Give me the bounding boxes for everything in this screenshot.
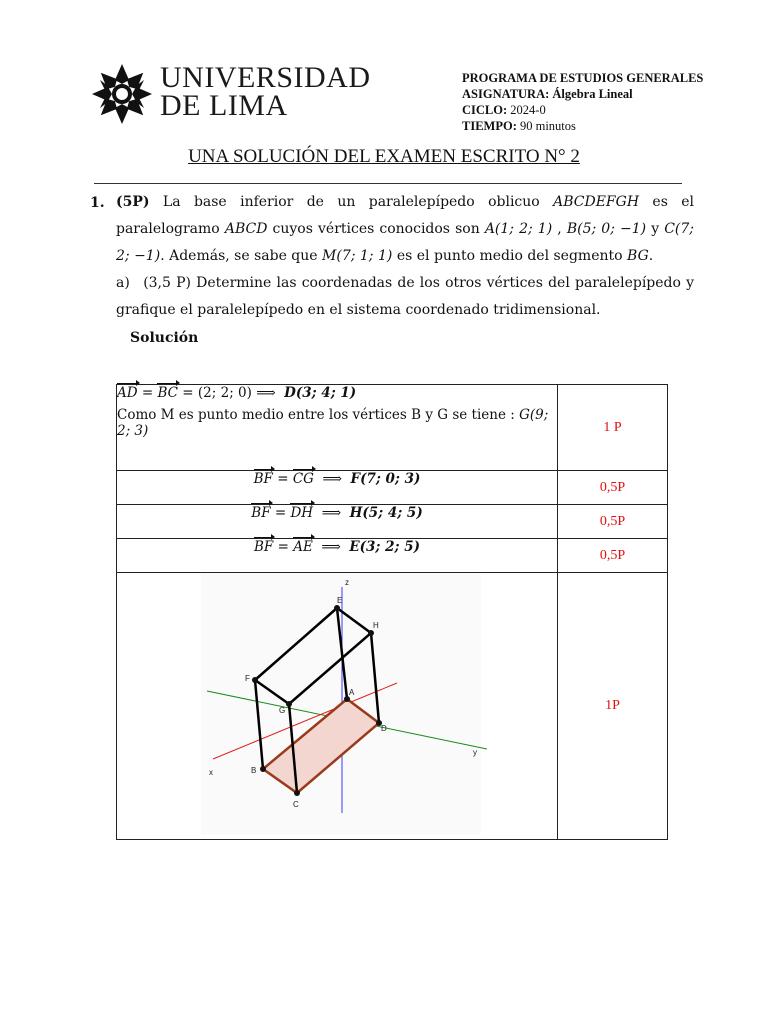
axis-label-z: z	[345, 578, 349, 587]
problem-number: 1.	[90, 195, 105, 211]
axis-label-x: x	[209, 768, 213, 777]
vertex-label-d: D	[381, 724, 387, 733]
cycle-value: 2024-0	[510, 103, 546, 117]
part-a: a) (3,5 P) Determine las coordenadas de los otros vértices del paralelepípedo y grafique el paralelepípedo en el sistema coordenado tridimensional.	[116, 275, 695, 318]
step-f: BF = CG ⟹ F(7; 0; 3)	[117, 471, 558, 505]
table-row	[117, 505, 668, 539]
table-row	[117, 385, 668, 471]
points-cell: 0,5P	[558, 539, 668, 573]
solution-label: Solución	[130, 330, 199, 346]
table-row	[117, 573, 668, 840]
problem-statement: (5P) La base inferior de un paralelepípedo oblicuo ABCDEFGH es el paralelogramo ABCD cuyos vértices conocidos son A(1; 2; 1) , B(5; 0; −1) y C(7; 2; −1). Además, se sabe que M(7; 1; 1) es el punto medio del segmento BG.	[116, 194, 695, 264]
step-g: Como M es punto medio entre los vértices B y G se tiene : G(9; 2; 3)	[117, 407, 549, 439]
subject-name: Álgebra Lineal	[552, 87, 633, 101]
star-seal-icon	[92, 64, 152, 124]
solution-table	[116, 384, 668, 840]
axis-label-y: y	[473, 748, 477, 757]
graph-cell	[117, 573, 558, 840]
university-name: UNIVERSIDAD DE LIMA	[160, 61, 371, 122]
table-row	[117, 539, 668, 573]
vertex-label-a: A	[349, 688, 355, 697]
vertex-label-h: H	[373, 621, 379, 630]
parallelepiped-graph	[117, 573, 557, 839]
vertex-label-g: G	[279, 706, 286, 715]
step-d: AD = BC = (2; 2; 0) ⟹ D(3; 4; 1)	[117, 385, 357, 401]
page-title: UNA SOLUCIÓN DEL EXAMEN ESCRITO N° 2	[188, 146, 580, 167]
points-cell: 1P	[558, 573, 668, 840]
vertex-label-b: B	[251, 766, 257, 775]
time-value: 90 minutos	[519, 119, 576, 133]
points-cell: 0,5P	[558, 505, 668, 539]
table-row	[117, 471, 668, 505]
vertex-label-f: F	[245, 674, 250, 683]
vertex-label-e: E	[337, 596, 343, 605]
title-divider	[94, 183, 682, 184]
vertex-label-c: C	[293, 800, 299, 809]
points-cell: 0,5P	[558, 471, 668, 505]
step-h: BF = DH ⟹ H(5; 4; 5)	[117, 505, 558, 539]
points-cell: 1 P	[558, 385, 668, 471]
step-e: BF = AE ⟹ E(3; 2; 5)	[117, 539, 558, 573]
program-name: PROGRAMA DE ESTUDIOS GENERALES	[462, 71, 704, 85]
course-header: PROGRAMA DE ESTUDIOS GENERALES ASIGNATURA: Álgebra Lineal CICLO: 2024-0 TIEMPO: 90 minutos	[462, 71, 704, 133]
